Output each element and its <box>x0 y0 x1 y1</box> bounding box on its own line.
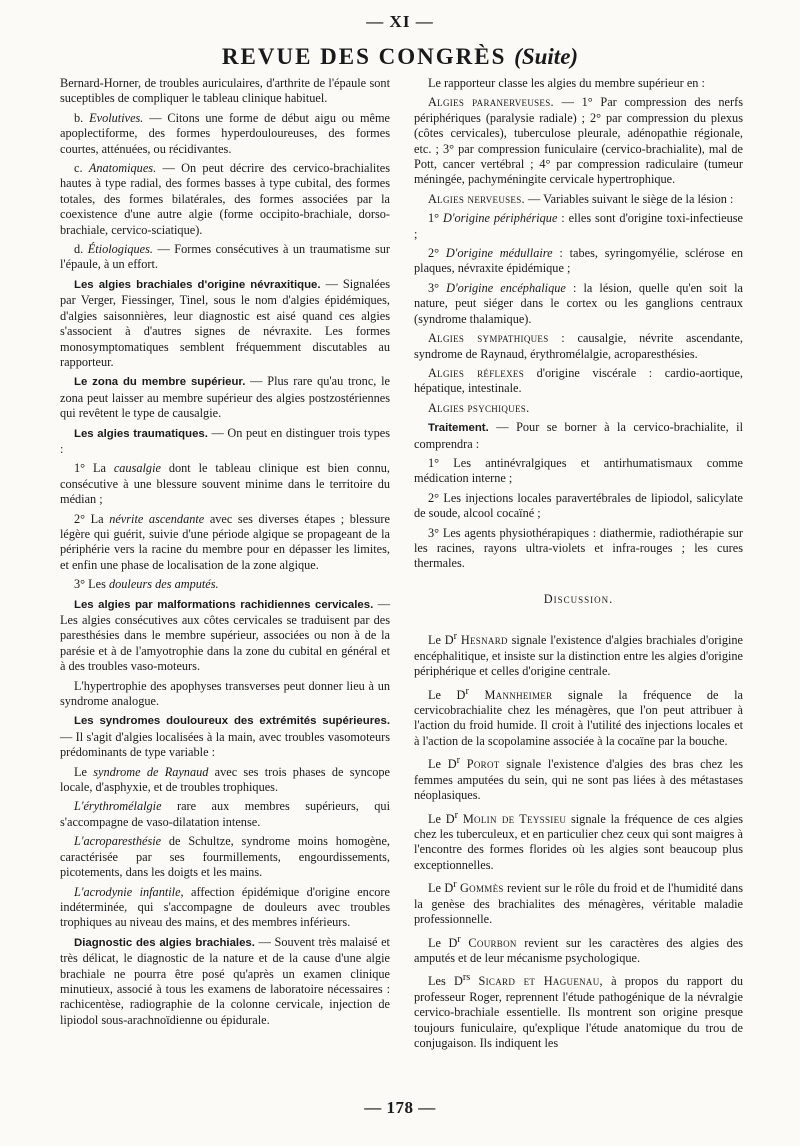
category-heading: Algies réflexes <box>428 365 525 380</box>
paragraph <box>414 401 743 416</box>
right-column <box>414 76 743 1056</box>
list-item: 1° Les antinévralgiques et antirhumatismaux comme médication interne ; <box>414 455 743 486</box>
title-main: REVUE DES CONGRÈS <box>221 44 507 69</box>
section-heading: Les algies traumatiques. <box>74 427 208 440</box>
roman-page-number: — XI — <box>366 12 434 31</box>
paragraph: Algies réflexes d'origine viscérale : cardio-aortique, hépatique, intestinale. <box>414 365 743 396</box>
category-heading: Algies sympathiques <box>428 331 549 346</box>
discussion-paragraph: Le $D^r$ Mannheimer signale la fréquence de la cervicobrachialite chez les ménagères, que l'on peut attribuer à l'action du froid humide. Il croit à l'utilité des injections locales et à l'action de la scopolamine associée à la cocaïne par la bouche. <box>414 685 743 748</box>
title-suffix: (Suite) <box>514 44 579 69</box>
author-name: Hesnard <box>460 633 508 648</box>
paragraph: Algies paranerveuses. — 1° Par compression des nerfs périphériques (paralysie radiale) ; 2° par compression du plexus (côtes cervicales), tuberculose pleurale, adénopathie régionale, etc. ; 3° par compression funiculaire (cervico-brachialite), mal de Pott, cancer vertébral ; 4° par compression radiculaire (tumeur méningée, pachyméningite cervicale hypertrophique. <box>414 95 743 187</box>
paragraph: L'hypertrophie des apophyses transverses peut donner lieu à un syndrome analogue. <box>60 678 390 709</box>
discussion-paragraph: Le $D^r$ Courbon revient sur les caractères des algies des amputés et de leur mécanisme psychologique. <box>414 933 743 966</box>
author-name: Molin de Teyssieu <box>462 811 567 826</box>
section-heading: Les algies par malformations rachidiennes cervicales. <box>74 598 374 611</box>
paragraph: Le rapporteur classe les algies du membre supérieur en : <box>428 76 705 90</box>
paragraph: Algies sympathiques : causalgie, névrite ascendante, syndrome de Raynaud, érythromélalgie, acroparesthésies. <box>414 331 743 361</box>
discussion-paragraph: Le $D^r$ Porot signale l'existence d'algies des bras chez les femmes amputées du sein, qui ne sont pas liées à des métastases néoplasiques. <box>414 755 743 803</box>
author-name: Porot <box>466 757 500 772</box>
list-item: 2° D'origine médullaire : tabes, syringomyélie, sclérose en plaques, névraxite épidémique ; <box>414 246 743 276</box>
section-heading: Les syndromes douloureux des extrémités supérieures. <box>74 715 390 728</box>
list-item: 2° La névrite ascendante avec ses diverses étapes ; blessure légère qui guérit, suivie d'une période algique se propageant de la périphérie vers la racine du membre pour en dépasser les limites, et enfin une phase de localisation de la zone algique. <box>60 511 390 572</box>
left-column <box>60 76 390 1032</box>
list-item: 3° Les agents physiothérapiques : diathermie, radiothérapie sur les racines, rayons ultra-violets et infra-rouges ; les cures thermales. <box>414 525 743 571</box>
category-heading: Algies paranerveuses. <box>428 95 554 110</box>
section-heading: Diagnostic des algies brachiales. <box>74 936 255 949</box>
list-item: 1° La causalgie dont le tableau clinique est bien connu, consécutive à une blessure souvent minime dans le territoire du médian ; <box>60 461 390 507</box>
list-item: 2° Les injections locales paravertébrales de lipiodol, salicylate de soude, alcool cocaïné ; <box>414 490 743 521</box>
discussion-paragraph: Le $D^r$ Gommès revient sur le rôle du froid et de l'humidité dans la genèse des brachialites des ménagères, véritable maladie professionnelle. <box>414 879 743 927</box>
author-name: Mannheimer <box>484 687 553 702</box>
section-paragraph: Les algies brachiales d'origine névraxitique. — Signalées par Verger, Fiessinger, Tinel, sous le nom d'algies épidémiques, d'algies saisonnières, leur diagnostic est aisé quand ces algies s'associent à d'autres signes de névraxite. Les formes monosymptomatiques semblent fréquemment discutables au rapporteur. <box>60 276 390 369</box>
paragraph: Le syndrome de Raynaud avec ses trois phases de syncope locale, d'asphyxie, et de troubles trophiques. <box>60 764 390 795</box>
author-name: Courbon <box>468 935 517 950</box>
section-heading: Le zona du membre supérieur. <box>74 376 246 389</box>
section-paragraph: Les algies traumatiques. — On peut en distinguer trois types : <box>60 425 390 456</box>
paragraph: L'acroparesthésie de Schultze, syndrome moins homogène, caractérisée par ses fourmillements, engourdissements, picotements, dans les doigts et les mains. <box>60 834 390 880</box>
section-paragraph: Les syndromes douloureux des extrémités supérieures. — Il s'agit d'algies localisées à la main, avec troubles vasomoteurs prédominants de type variable : <box>60 715 390 760</box>
list-item: 3° D'origine encéphalique : la lésion, quelle qu'en soit la nature, peut siéger dans le cortex ou les ganglions centraux (syndrome thalamique). <box>414 280 743 326</box>
discussion-paragraph: Le $D^r$ Molin de Teyssieu signale la fréquence de ces algies chez les tuberculeux, et en particulier chez ceux qui sont maigres à l'encontre des formes florides où les algies sont beaucoup plus exceptionnelles. <box>414 809 744 872</box>
category-heading: Algies psychiques. <box>428 400 530 415</box>
section-paragraph: Le zona du membre supérieur. — Plus rare qu'au tronc, le zona peut laisser au membre supérieur des algies postzostériennes qui revêtent le type de causalgie. <box>60 374 391 421</box>
discussion-paragraph: Les $D^{rs}$ Sicard et Haguenau, à propos du rapport du professeur Roger, reprennent l'étude pathogénique de la névralgie cervico-brachiale essentielle. Ils montrent son origine presque toujours funiculaire, qu'explique l'étude anatomique du trou de conjugaison. Ils indiquent les <box>414 972 743 1051</box>
paragraph: b. Evolutives. — Citons une forme de début aigu ou même apoplectiforme, des formes hyperdouloureuses, des formes courtes, atténuées, ou récidivantes. <box>60 110 391 156</box>
author-name: Sicard et Haguenau, <box>478 974 603 989</box>
author-name: Gommès <box>460 881 504 896</box>
paragraph: Bernard-Horner, de troubles auriculaires, d'arthrite de l'épaule sont suceptibles de compliquer le tableau clinique habituel. <box>60 76 390 106</box>
paragraph: L'acrodynie infantile, affection épidémique d'origine encore indéterminée, qui s'accompagne de douleurs avec troubles trophiques au niveau des mains, et des membres inférieurs. <box>60 884 390 930</box>
discussion-paragraph: Le $D^r$ Hesnard signale l'existence d'algies brachiales d'origine encéphalitique, et insiste sur la distinction entre les algies d'origine périphérique et celles d'origine centrale. <box>414 631 743 679</box>
paragraph: c. Anatomiques. — On peut décrire des cervico-brachialites hautes à type radial, des formes basses à type cubital, des formes totales, des formes bilatérales, des formes associées par la coexistence d'une autre algie (forme occipito-brachiale, dorso-brachiale, cervico-sciatique). <box>60 161 390 237</box>
page-title <box>0 44 800 70</box>
section-paragraph: Traitement. — Pour se borner à la cervico-brachialite, il comprendra : <box>414 420 743 451</box>
paragraph: Algies nerveuses. — Variables suivant le siège de la lésion : <box>428 191 734 206</box>
section-heading: Traitement. <box>428 422 489 435</box>
list-item: 1° D'origine périphérique : elles sont d'origine toxi-infectieuse ; <box>414 211 743 241</box>
section-paragraph: Diagnostic des algies brachiales. — Souvent très malaisé et très délicat, le diagnostic de la nature et de la cause d'une algie brachiale ne pourra être posé qu'après un examen clinique minutieux, associé à tous les examens de laboratoire nécessaires : rachicentèse, radiographie de la colonne cervicale, injection de lipiodol sous-arachnoïdienne ou épidurale. <box>60 934 390 1027</box>
list-item: 3° Les douleurs des amputés. <box>74 577 219 592</box>
category-heading: Algies nerveuses. <box>428 191 525 206</box>
paragraph: L'érythromélalgie rare aux membres supérieurs, qui s'accompagne de vaso-dilatation intense. <box>60 799 390 829</box>
section-paragraph: Les algies par malformations rachidiennes cervicales. — Les algies consécutives aux côtes cervicales se traduisent par des paresthésies dans le membre supérieur, associées ou non à de la parésie et à de l'amyotrophie dans la zone du cubital en général et à des troubles vaso-moteurs. <box>60 596 390 674</box>
paragraph: d. Étiologiques. — Formes consécutives à un traumatisme sur l'épaule, à un effort. <box>60 242 390 272</box>
section-heading: Les algies brachiales d'origine névraxitique. <box>74 278 321 291</box>
discussion-heading: Discussion. <box>543 591 614 606</box>
page-number: — 178 — <box>364 1098 436 1117</box>
